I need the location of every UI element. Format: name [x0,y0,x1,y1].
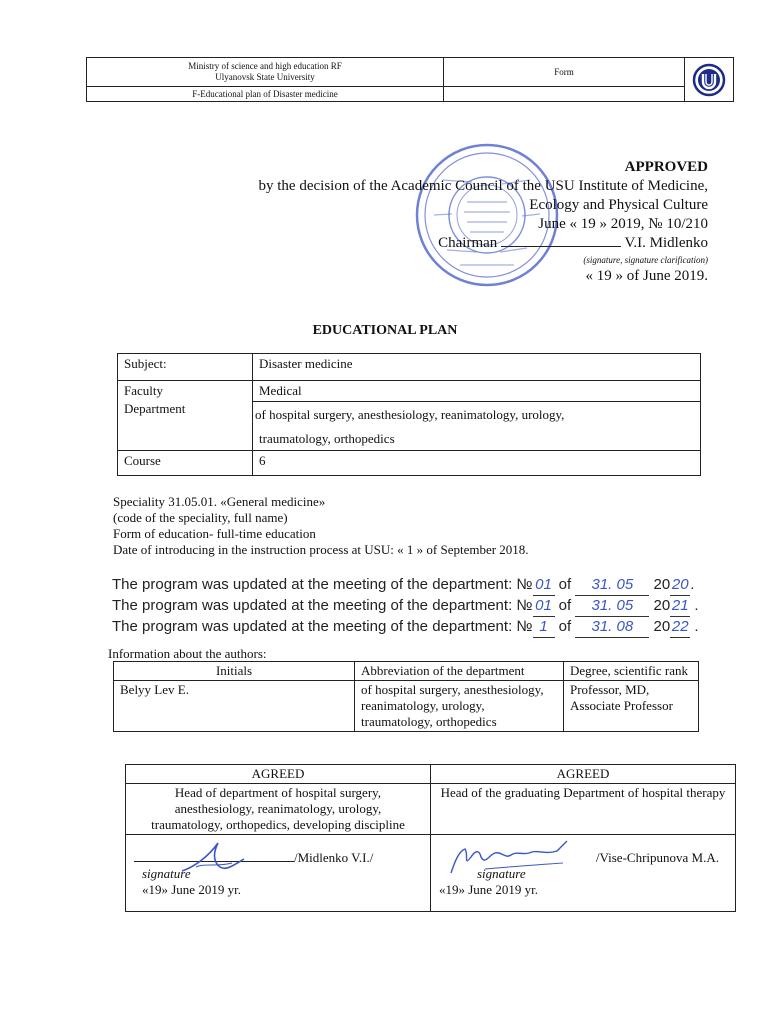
department-value-1: of hospital surgery, anesthesiology, reanimatology, urology, [255,407,565,422]
left-signature-cell [126,835,431,912]
update-date: 31. 08 [575,617,649,638]
update-line [112,617,699,638]
update-date: 31. 05 [575,596,649,617]
update-line [112,596,699,617]
agreed-table [125,764,736,912]
speciality-line-4: Date of introducing in the instruction process at USU: « 1 » of September 2018. [113,542,529,557]
authors-table [113,661,699,732]
university-text: Ulyanovsk State University [215,72,315,82]
left-name: /Midlenko V.I./ [294,850,374,865]
approval-date: « 19 » of June 2019. [585,268,708,284]
course-value: 6 [253,451,701,476]
update-year: 22 [670,617,690,638]
agreed-signature-row [126,835,736,912]
table-row [114,681,699,732]
approval-line-2: Ecology and Physical Culture [529,197,708,213]
form-label: Form [444,58,685,87]
usu-logo-icon [685,58,733,101]
agreed-text-row [126,784,736,835]
author-degree: Professor, MD, Associate Professor [564,681,699,732]
approval-line-1: by the decision of the Academic Council of the USU Institute of Medicine, [258,178,708,194]
update-end: . [690,618,699,635]
speciality-line-3: Form of education- full-time education [113,526,316,541]
update-number: 1 [533,617,555,638]
ministry-text: Ministry of science and high education RF [188,61,342,71]
agreed-right-text: Head of the graduating Department of hospital therapy [431,784,736,835]
col-initials: Initials [114,662,355,681]
update-end: . [690,576,695,593]
approved-title: APPROVED [624,159,708,175]
approval-line-3: June « 19 » 2019, № 10/210 [538,216,708,232]
speciality-line-1: Speciality 31.05.01. «General medicine» [113,494,326,509]
update-year: 20 [670,575,690,596]
subject-value: Disaster medicine [253,354,701,381]
agreed-left-title: AGREED [126,765,431,784]
col-department: Abbreviation of the department [355,662,564,681]
agreed-right-title: AGREED [431,765,736,784]
faculty-value: Medical [253,381,700,402]
department-label: Department [124,401,186,416]
subject-row [118,354,701,381]
chairman-label: Chairman [438,235,498,251]
speciality-line-2: (code of the speciality, full name) [113,510,288,525]
update-of: of [554,597,576,614]
right-name: /Vise-Chripunova M.A. [595,850,719,865]
right-signature-label: signature [477,866,526,881]
course-label: Course [118,451,253,476]
update-year-prefix: 20 [649,597,671,614]
faculty-department-values [253,381,701,451]
update-year: 21 [670,596,690,617]
signature-hint: (signature, signature clarification) [583,255,708,265]
speciality-block [113,494,529,558]
right-date: «19» June 2019 yr. [439,882,538,897]
subject-label: Subject: [118,354,253,381]
update-number: 01 [533,596,555,617]
left-date: «19» June 2019 yr. [142,882,241,897]
doc-title: F-Educational plan of Disaster medicine [87,87,444,102]
department-value-2: traumatology, orthopedics [259,431,395,446]
update-text: The program was updated at the meeting of the department: № [112,618,533,635]
updates-block [112,575,699,638]
left-signature-icon [174,837,254,877]
chairman-name: V.I. Midlenko [624,235,708,251]
subject-table [117,353,701,476]
faculty-label: Faculty [124,383,163,398]
update-text: The program was updated at the meeting of the department: № [112,597,533,614]
update-of: of [554,576,576,593]
update-number: 01 [533,575,555,596]
update-date: 31. 05 [575,575,649,596]
update-year-prefix: 20 [649,576,671,593]
authors-header-row [114,662,699,681]
authors-heading: Information about the authors: [108,646,267,661]
col-degree: Degree, scientific rank [564,662,699,681]
header-org-cell [87,58,444,87]
left-signature-label: signature [142,866,191,881]
author-initials: Belyy Lev E. [114,681,355,732]
right-signature-icon [445,835,575,879]
plan-title: EDUCATIONAL PLAN [312,323,458,338]
approval-block [259,158,708,286]
faculty-department-row [118,381,701,451]
update-end: . [690,597,699,614]
header-table [86,57,734,102]
agreed-header-row [126,765,736,784]
agreed-left-text: Head of department of hospital surgery, anesthesiology, reanimatology, urology, traumatology, orthopedics, developing discipline [126,784,431,835]
author-department: of hospital surgery, anesthesiology, reanimatology, urology, traumatology, orthopedics [355,681,564,732]
update-text: The program was updated at the meeting of the department: № [112,576,533,593]
chairman-signature-line [501,246,621,247]
chairman-line [259,234,708,253]
update-of: of [554,618,576,635]
faculty-department-labels [118,381,253,451]
form-empty-cell [444,87,685,102]
update-year-prefix: 20 [649,618,671,635]
update-line [112,575,699,596]
course-row [118,451,701,476]
right-signature-cell [431,835,736,912]
